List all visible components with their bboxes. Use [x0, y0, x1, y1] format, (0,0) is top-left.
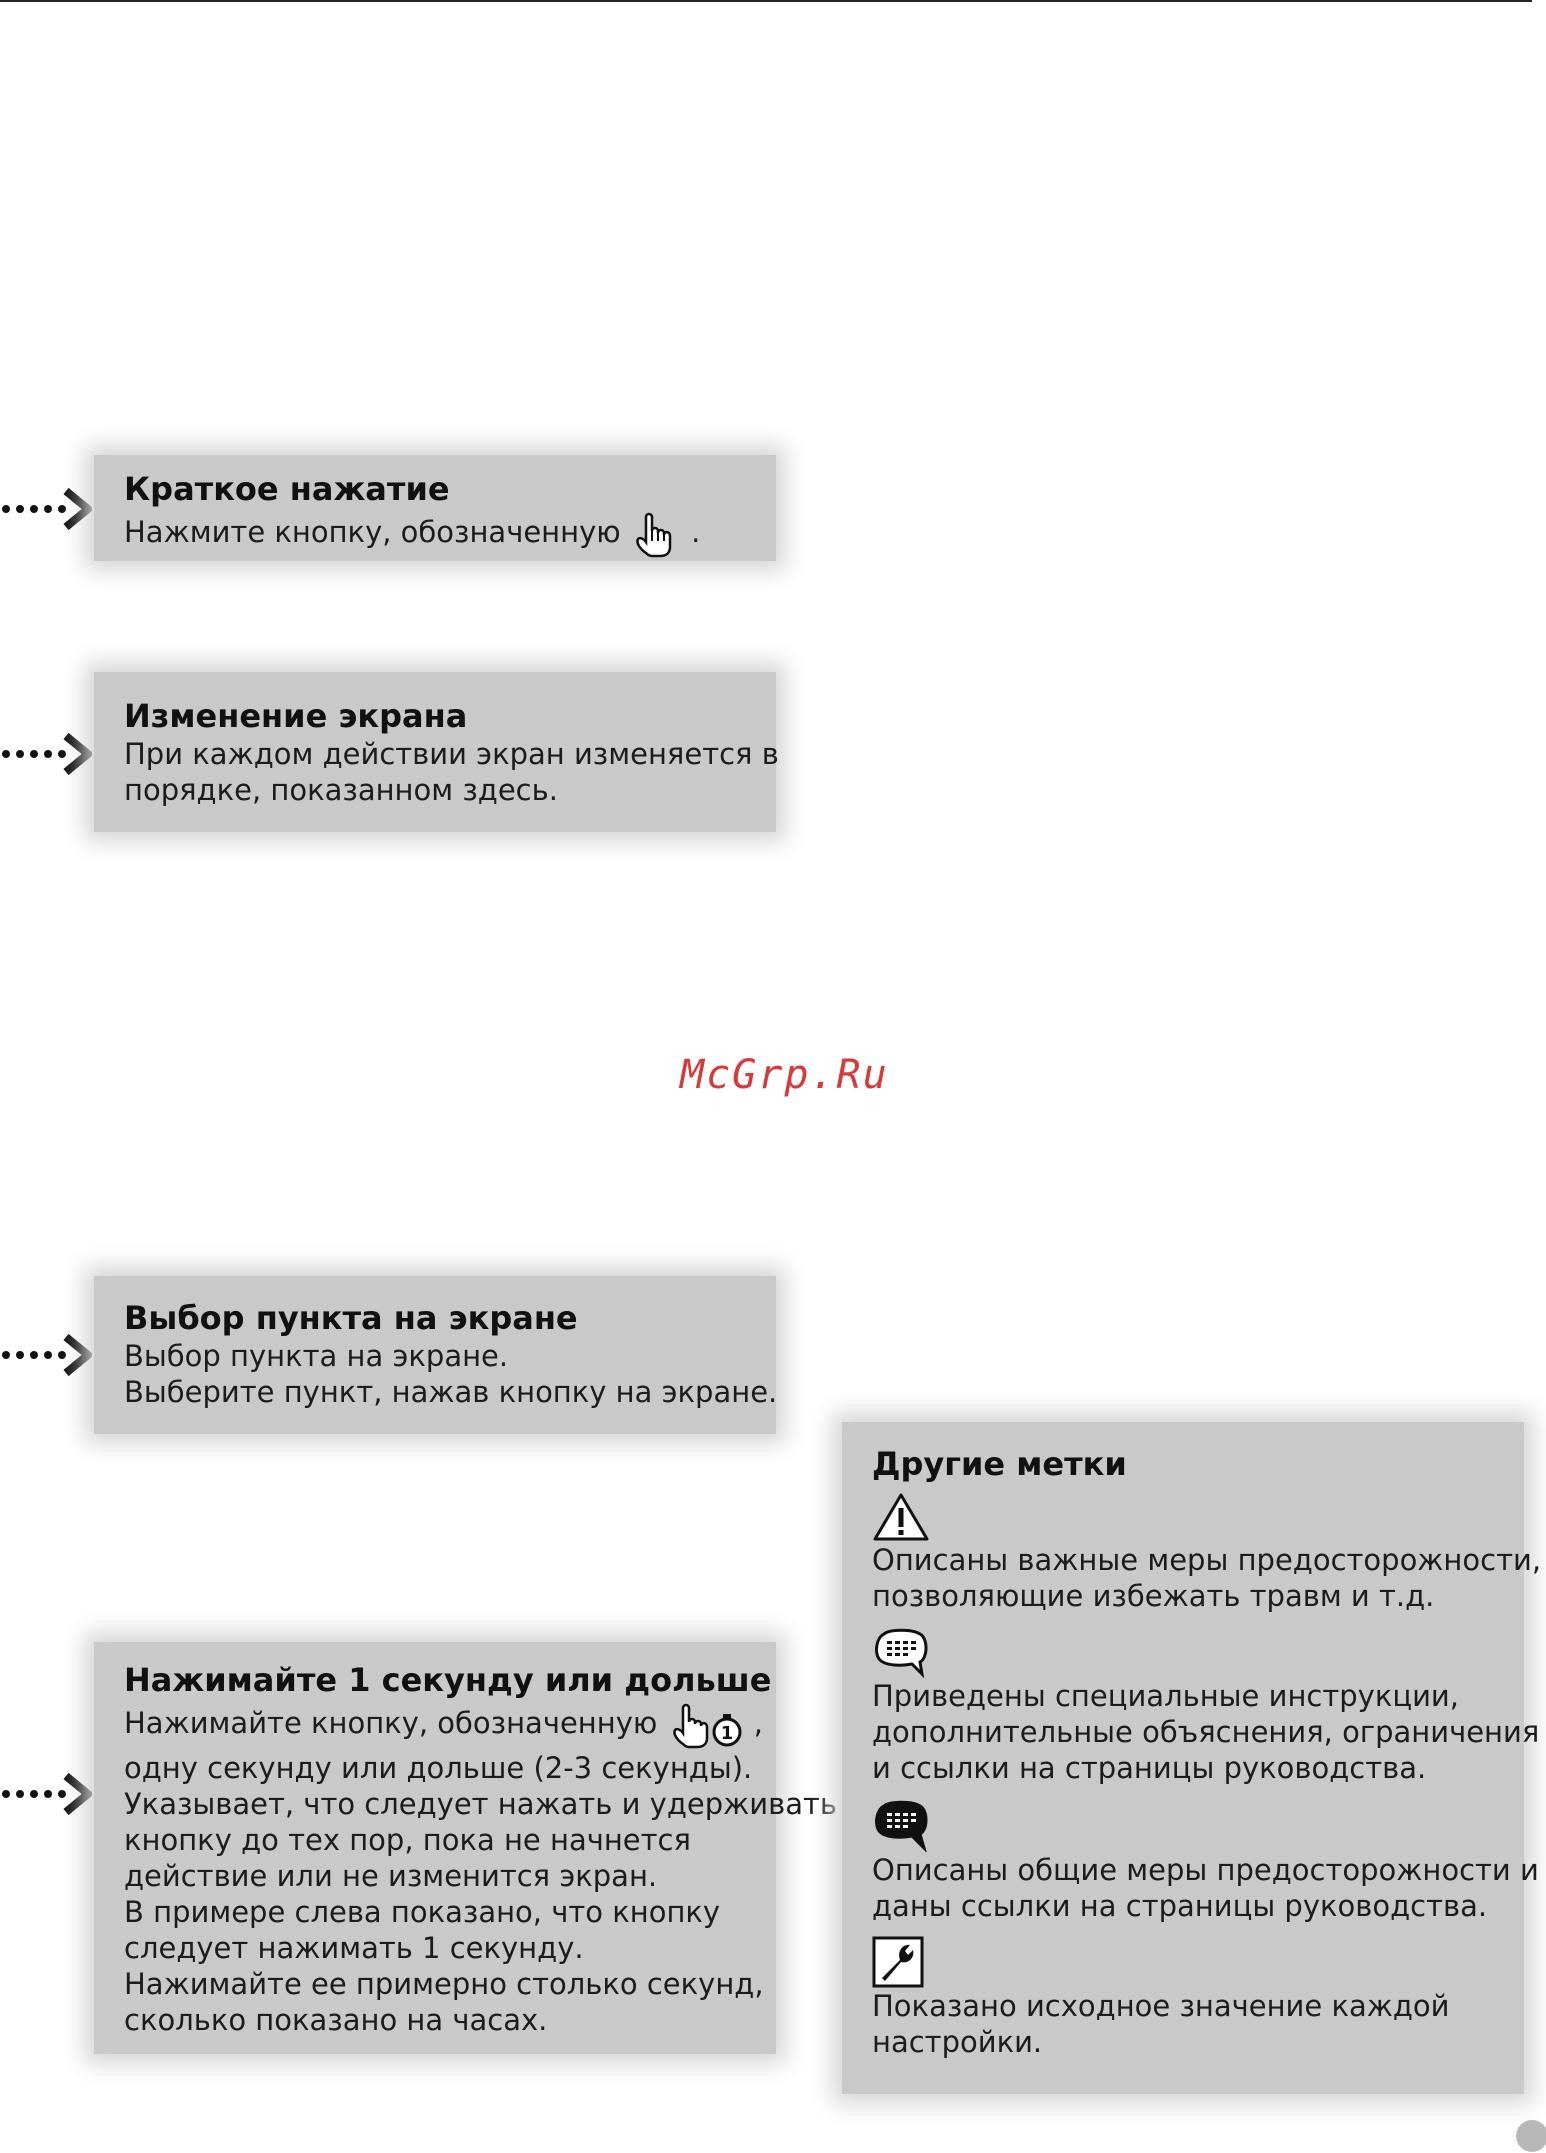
hand-press-hold-icon: [667, 1700, 745, 1750]
long-press-line-2: Указывает, что следует нажать и удерживать: [124, 1787, 837, 1821]
item-select-title: Выбор пункта на экране: [124, 1299, 578, 1337]
long-press-line-3: кнопку до тех пор, пока не начнется: [124, 1823, 691, 1857]
item-select-line-1: Выбор пункта на экране.: [124, 1339, 509, 1373]
marks-wrench-line-2: настройки.: [872, 2025, 1043, 2059]
top-rule: [0, 0, 1532, 2]
wrench-icon: [872, 1936, 924, 1988]
watermark: McGrp.Ru: [680, 1052, 889, 1098]
long-press-title: Нажимайте 1 секунду или дольше: [124, 1661, 772, 1699]
marks-note-line-1: Приведены специальные инструкции,: [872, 1679, 1459, 1713]
page-indicator-dot: [1516, 2120, 1546, 2152]
dotted-arrow-icon: [0, 1764, 92, 1824]
hand-press-icon: [630, 509, 682, 559]
marks-note-line-2: дополнительные объяснения, ограничения: [872, 1715, 1540, 1749]
short-press-title: Краткое нажатие: [124, 470, 450, 508]
screen-change-box: [94, 672, 779, 832]
dotted-arrow-icon: [0, 479, 92, 539]
warning-triangle-icon: [872, 1492, 930, 1542]
screen-change-line-2: порядке, показанном здесь.: [124, 773, 558, 807]
long-press-line-7: Нажимайте ее примерно столько секунд,: [124, 1967, 764, 2001]
short-press-text: Нажмите кнопку, обозначенную: [124, 515, 621, 549]
item-select-box: [94, 1276, 776, 1434]
screen-change-line-1: При каждом действии экран изменяется в: [124, 737, 779, 771]
long-press-box: [94, 1642, 837, 2054]
marks-warning-line-1: Описаны важные меры предосторожности,: [872, 1543, 1542, 1577]
long-press-comma: ,: [753, 1706, 763, 1740]
long-press-line-4: действие или не изменится экран.: [124, 1859, 658, 1893]
marks-note-line-3: и ссылки на страницы руководства.: [872, 1751, 1427, 1785]
long-press-first-line: Нажимайте кнопку, обозначенную: [124, 1706, 658, 1740]
long-press-line-5: В примере слева показано, что кнопку: [124, 1895, 721, 1929]
other-marks-title: Другие метки: [872, 1445, 1127, 1483]
item-select-line-2: Выберите пункт, нажав кнопку на экране.: [124, 1375, 778, 1409]
svg-text:1: 1: [720, 1723, 733, 1744]
marks-caution-line-1: Описаны общие меры предосторожности и: [872, 1853, 1539, 1887]
dotted-arrow-icon: [0, 724, 92, 784]
short-press-box: [94, 455, 776, 561]
note-speech-bubble-icon: [872, 1628, 930, 1678]
other-marks-box: [842, 1422, 1542, 2094]
caution-speech-bubble-icon: [872, 1800, 930, 1852]
marks-wrench-line-1: Показано исходное значение каждой: [872, 1989, 1450, 2023]
dotted-arrow-icon: [0, 1325, 92, 1385]
marks-warning-line-2: позволяющие избежать травм и т.д.: [872, 1579, 1435, 1613]
marks-caution-line-2: даны ссылки на страницы руководства.: [872, 1889, 1488, 1923]
long-press-line-6: следует нажимать 1 секунду.: [124, 1931, 584, 1965]
long-press-line-8: сколько показано на часах.: [124, 2003, 548, 2037]
short-press-period: .: [691, 515, 701, 549]
long-press-line-1: одну секунду или дольше (2-3 секунды).: [124, 1751, 753, 1785]
screen-change-title: Изменение экрана: [124, 697, 468, 735]
